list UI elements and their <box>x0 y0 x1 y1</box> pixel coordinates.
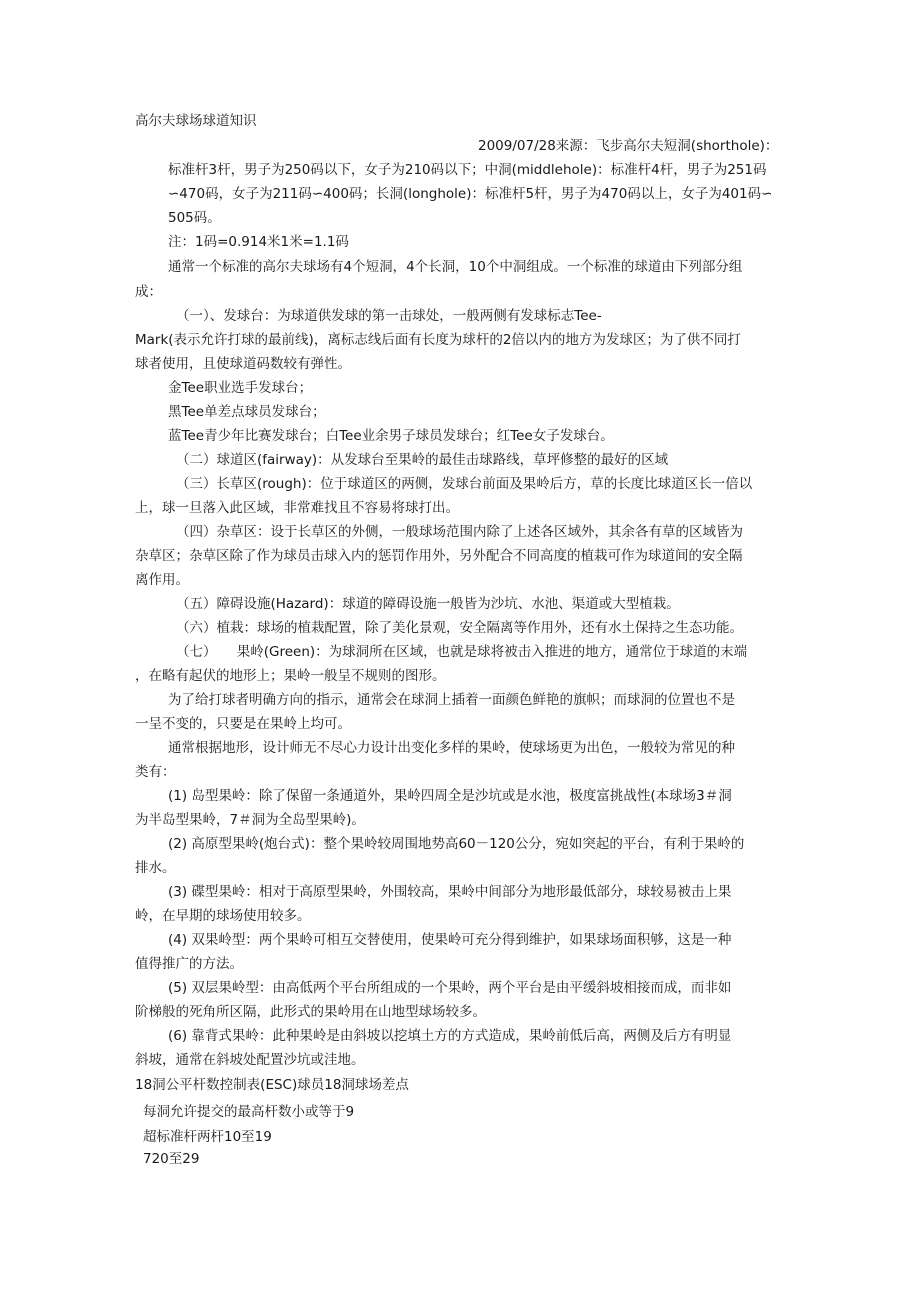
paragraph-line: ∽470码，女子为211码∽400码；长洞(longhole)：标准杆5杆，男子为470码以上，女子为401码∽ <box>168 186 773 202</box>
paragraph-line: 离作用。 <box>135 572 189 588</box>
paragraph-line: 成： <box>135 284 162 300</box>
paragraph-line: 阶梯般的死角所区隔，此形式的果岭用在山地型球场较多。 <box>135 1004 486 1020</box>
paragraph-line: （四）杂草区：设于长草区的外侧，一般球场范围内除了上述各区域外，其余各有草的区域皆为 <box>176 524 743 540</box>
paragraph-line: (2) 高原型果岭(炮台式)：整个果岭较周围地势高60－120公分，宛如突起的平台，有利于果岭的 <box>168 836 745 852</box>
paragraph-line: （六）植栽：球场的植栽配置，除了美化景观，安全隔离等作用外，还有水土保持之生态功能。 <box>176 620 743 636</box>
paragraph-line: 为了给打球者明确方向的指示，通常会在球洞上插着一面颜色鲜艳的旗帜；而球洞的位置也不是 <box>168 692 735 708</box>
paragraph-line: 为半岛型果岭，7＃洞为全岛型果岭)。 <box>135 812 365 828</box>
paragraph-line: ，在略有起伏的地形上；果岭一般呈不规则的图形。 <box>135 668 446 684</box>
paragraph-line: 一呈不变的，只要是在果岭上均可。 <box>135 716 351 732</box>
paragraph-line: 505码。 <box>168 210 221 226</box>
paragraph-line: （七） 果岭(Green)：为球洞所在区域，也就是球将被击入推进的地方，通常位于球道的末端 <box>176 644 748 660</box>
source-line: 2009/07/28来源：飞步高尔夫短洞(shorthole)： <box>478 138 779 154</box>
paragraph-line: 通常根据地形，设计师无不尽心力设计出变化多样的果岭，使球场更为出色，一般较为常见的种 <box>168 740 735 756</box>
paragraph-line: (5) 双层果岭型：由高低两个平台所组成的一个果岭，两个平台是由平缓斜坡相接而成，而非如 <box>168 980 732 996</box>
paragraph-line: 注：1码=0.914米1米=1.1码 <box>168 234 349 250</box>
paragraph-line: 18洞公平杆数控制表(ESC)球员18洞球场差点 <box>135 1077 409 1093</box>
paragraph-line: 岭，在早期的球场使用较多。 <box>135 908 311 924</box>
paragraph-line: 杂草区；杂草区除了作为球员击球入内的惩罚作用外，另外配合不同高度的植栽可作为球道间的安全隔 <box>135 548 743 564</box>
paragraph-line: (3) 碟型果岭：相对于高原型果岭，外围较高，果岭中间部分为地形最低部分，球较易被击上果 <box>168 884 732 900</box>
paragraph-line: 球者使用，且使球道码数较有弹性。 <box>135 356 351 372</box>
paragraph-line: 720至29 <box>143 1151 200 1167</box>
paragraph-line: （三）长草区(rough)：位于球道区的两侧，发球台前面及果岭后方，草的长度比球道区长一倍以 <box>176 476 753 492</box>
paragraph-line: 金Tee职业选手发球台； <box>168 380 313 396</box>
document-title: 高尔夫球场球道知识 <box>135 113 257 129</box>
paragraph-line: 每洞允许提交的最高杆数小或等于9 <box>143 1104 355 1120</box>
paragraph-line: 黑Tee单差点球员发球台； <box>168 404 326 420</box>
paragraph-line: (1) 岛型果岭：除了保留一条通道外，果岭四周全是沙坑或是水池，极度富挑战性(本球场3＃洞 <box>168 788 732 804</box>
paragraph-line: 蓝Tee青少年比赛发球台；白Tee业余男子球员发球台；红Tee女子发球台。 <box>168 428 614 444</box>
paragraph-line: （二）球道区(fairway)：从发球台至果岭的最佳击球路线，草坪修整的最好的区域 <box>176 452 669 468</box>
paragraph-line: (4) 双果岭型：两个果岭可相互交替使用，使果岭可充分得到维护，如果球场面积够，这是一种 <box>168 932 732 948</box>
paragraph-line: Mark(表示允许打球的最前线)，离标志线后面有长度为球杆的2倍以内的地方为发球区；为了供不同打 <box>135 332 741 348</box>
paragraph-line: 通常一个标准的高尔夫球场有4个短洞，4个长洞，10个中洞组成。一个标准的球道由下列部分组 <box>168 259 743 275</box>
paragraph-line: 排水。 <box>135 860 176 876</box>
paragraph-line: 斜坡，通常在斜坡处配置沙坑或洼地。 <box>135 1052 365 1068</box>
paragraph-line: （五）障碍设施(Hazard)：球道的障碍设施一般皆为沙坑、水池、渠道或大型植栽。 <box>176 596 680 612</box>
paragraph-line: 超标准杆两杆10至19 <box>143 1129 272 1145</box>
paragraph-line: (6) 靠背式果岭：此种果岭是由斜坡以挖填土方的方式造成，果岭前低后高，两侧及后方有明显 <box>168 1028 732 1044</box>
paragraph-line: 上，球一旦落入此区域，非常难找且不容易将球打出。 <box>135 500 459 516</box>
paragraph-line: （一）、发球台：为球道供发球的第一击球处，一般两侧有发球标志Tee- <box>176 308 602 324</box>
paragraph-line: 类有： <box>135 764 176 780</box>
paragraph-line: 值得推广的方法。 <box>135 956 243 972</box>
paragraph-line: 标准杆3杆，男子为250码以下，女子为210码以下；中洞(middlehole)：标准杆4杆，男子为251码 <box>168 162 767 178</box>
